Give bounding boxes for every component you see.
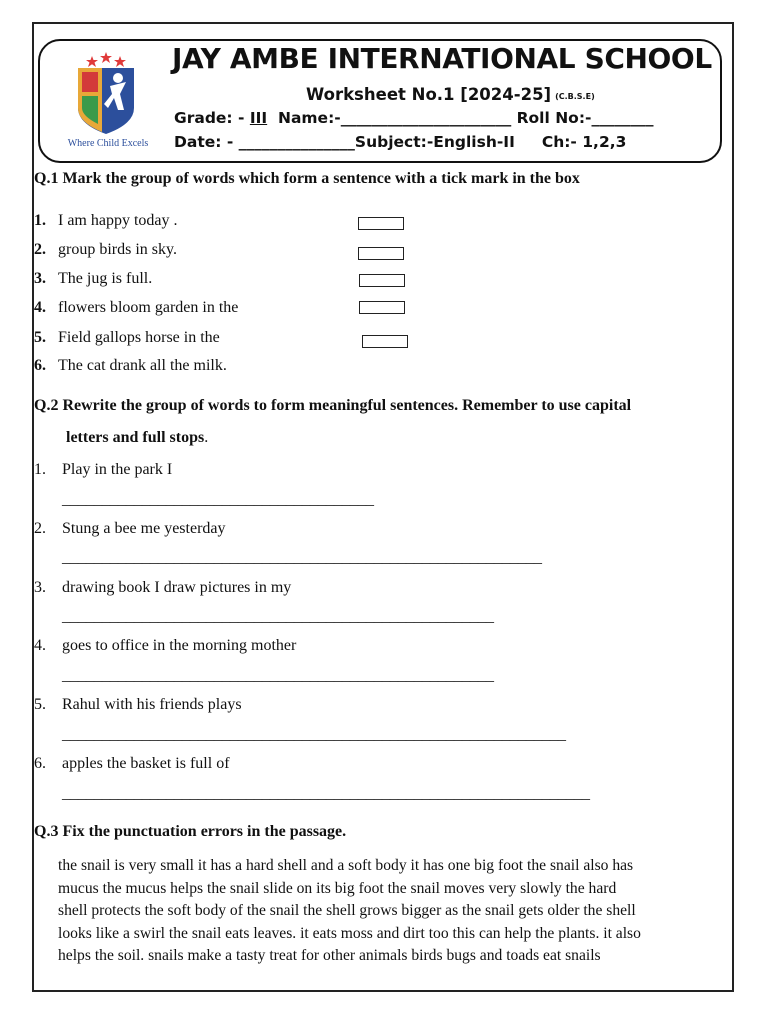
q1-item: [34, 329, 220, 347]
q1-item-number: 3.: [34, 270, 46, 287]
q1-item-number: 5.: [34, 329, 46, 346]
chapter-label: Ch:- 1,2,3: [541, 133, 627, 151]
q1-item-text: group birds in sky.: [58, 241, 177, 258]
answer-line[interactable]: ____________________________________________________________: [62, 549, 542, 566]
passage-line: looks like a swirl the snail eats leaves. it eats moss and dirt too this can help the plants. it also: [58, 924, 641, 942]
q1-item-number: 1.: [34, 212, 46, 229]
header-row-grade: [174, 109, 653, 127]
grade-label: Grade: -: [174, 109, 250, 127]
tick-box[interactable]: [359, 274, 405, 287]
tick-box[interactable]: [358, 217, 404, 230]
answer-line[interactable]: ______________________________________________________: [62, 608, 494, 625]
name-field[interactable]: ______________________: [340, 109, 512, 127]
q2-item-text: Rahul with his friends plays: [62, 696, 242, 713]
school-tagline: Where Child Excels: [67, 138, 149, 149]
q2-item-number: 1.: [34, 461, 46, 478]
q2-item: [34, 461, 172, 479]
q2-heading-continued: [66, 429, 208, 447]
board-label: (C.B.S.E): [555, 92, 595, 101]
q2-item-text: Play in the park I: [62, 461, 173, 478]
roll-label: Roll No:-: [511, 109, 592, 127]
q2-item-text: goes to office in the morning mother: [62, 637, 297, 654]
q1-item-number: 2.: [34, 241, 46, 258]
name-label: Name:-: [277, 109, 341, 127]
q2-item-number: 3.: [34, 579, 46, 596]
q2-item-text: drawing book I draw pictures in my: [62, 579, 292, 596]
q1-item: [34, 270, 152, 288]
q1-item: [34, 357, 227, 375]
q1-item-number: 4.: [34, 299, 46, 316]
passage-line: shell protects the soft body of the snail the shell grows bigger as the snail gets older the shell: [58, 902, 636, 919]
q2-heading: Q.2 Rewrite the group of words to form meaningful sentences. Remember to use capital: [34, 397, 632, 414]
q3-passage: [58, 855, 738, 968]
q2-item-text: Stung a bee me yesterday: [62, 520, 226, 537]
date-label: Date: -: [174, 133, 239, 151]
tick-box[interactable]: [359, 301, 405, 314]
q2-item-number: 5.: [34, 696, 46, 713]
tick-box[interactable]: [362, 335, 408, 348]
school-logo: [72, 52, 140, 134]
answer-line[interactable]: _______________________________________: [62, 491, 374, 508]
subject-label: Subject:-English-II: [354, 133, 515, 151]
q1-item-number: 6.: [34, 357, 46, 374]
q1-item-text: flowers bloom garden in the: [58, 299, 239, 316]
roll-field[interactable]: ________: [591, 109, 654, 127]
answer-line[interactable]: _______________________________________________________________: [62, 726, 566, 743]
q2-item-number: 6.: [34, 755, 46, 772]
answer-line[interactable]: ______________________________________________________: [62, 667, 494, 684]
q2-item: [34, 520, 226, 538]
tick-box[interactable]: [358, 247, 404, 260]
q2-heading-period: .: [204, 429, 209, 446]
q1-item: [34, 299, 238, 317]
q2-item-text: apples the basket is full of: [62, 755, 230, 772]
q1-item: [34, 212, 178, 230]
q2-item-number: 4.: [34, 637, 46, 654]
q2-item: [34, 637, 296, 655]
q1-heading: Q.1 Mark the group of words which form a sentence with a tick mark in the box: [34, 170, 580, 187]
q2-item: [34, 696, 242, 714]
passage-line: helps the soil. snails make a tasty treat for other animals birds bugs and toads eat snails: [58, 947, 601, 964]
q2-item: [34, 579, 291, 597]
q2-item-number: 2.: [34, 520, 46, 537]
worksheet-title: [306, 85, 595, 104]
school-name: JAY AMBE INTERNATIONAL SCHOOL: [172, 42, 712, 75]
q1-item-text: I am happy today .: [58, 212, 178, 229]
worksheet-number: Worksheet No.1 [2024-25]: [306, 85, 552, 104]
passage-line: mucus the mucus helps the snail slide on its big foot the snail moves very slowly the hard: [58, 879, 617, 897]
q3-heading: Q.3 Fix the punctuation errors in the passage.: [34, 823, 347, 840]
q2-heading-text: letters and full stops: [66, 429, 205, 446]
date-field[interactable]: _______________: [238, 133, 355, 151]
answer-line[interactable]: __________________________________________________________________: [62, 785, 590, 802]
q1-item-text: The cat drank all the milk.: [58, 357, 227, 374]
grade-value: III: [249, 109, 268, 127]
passage-line: the snail is very small it has a hard shell and a soft body it has one big foot the snail also has: [58, 857, 634, 874]
header-row-date: [174, 133, 626, 151]
q1-item-text: Field gallops horse in the: [58, 329, 220, 346]
q1-item: [34, 241, 177, 259]
q2-item: [34, 755, 230, 773]
q1-item-text: The jug is full.: [58, 270, 153, 287]
